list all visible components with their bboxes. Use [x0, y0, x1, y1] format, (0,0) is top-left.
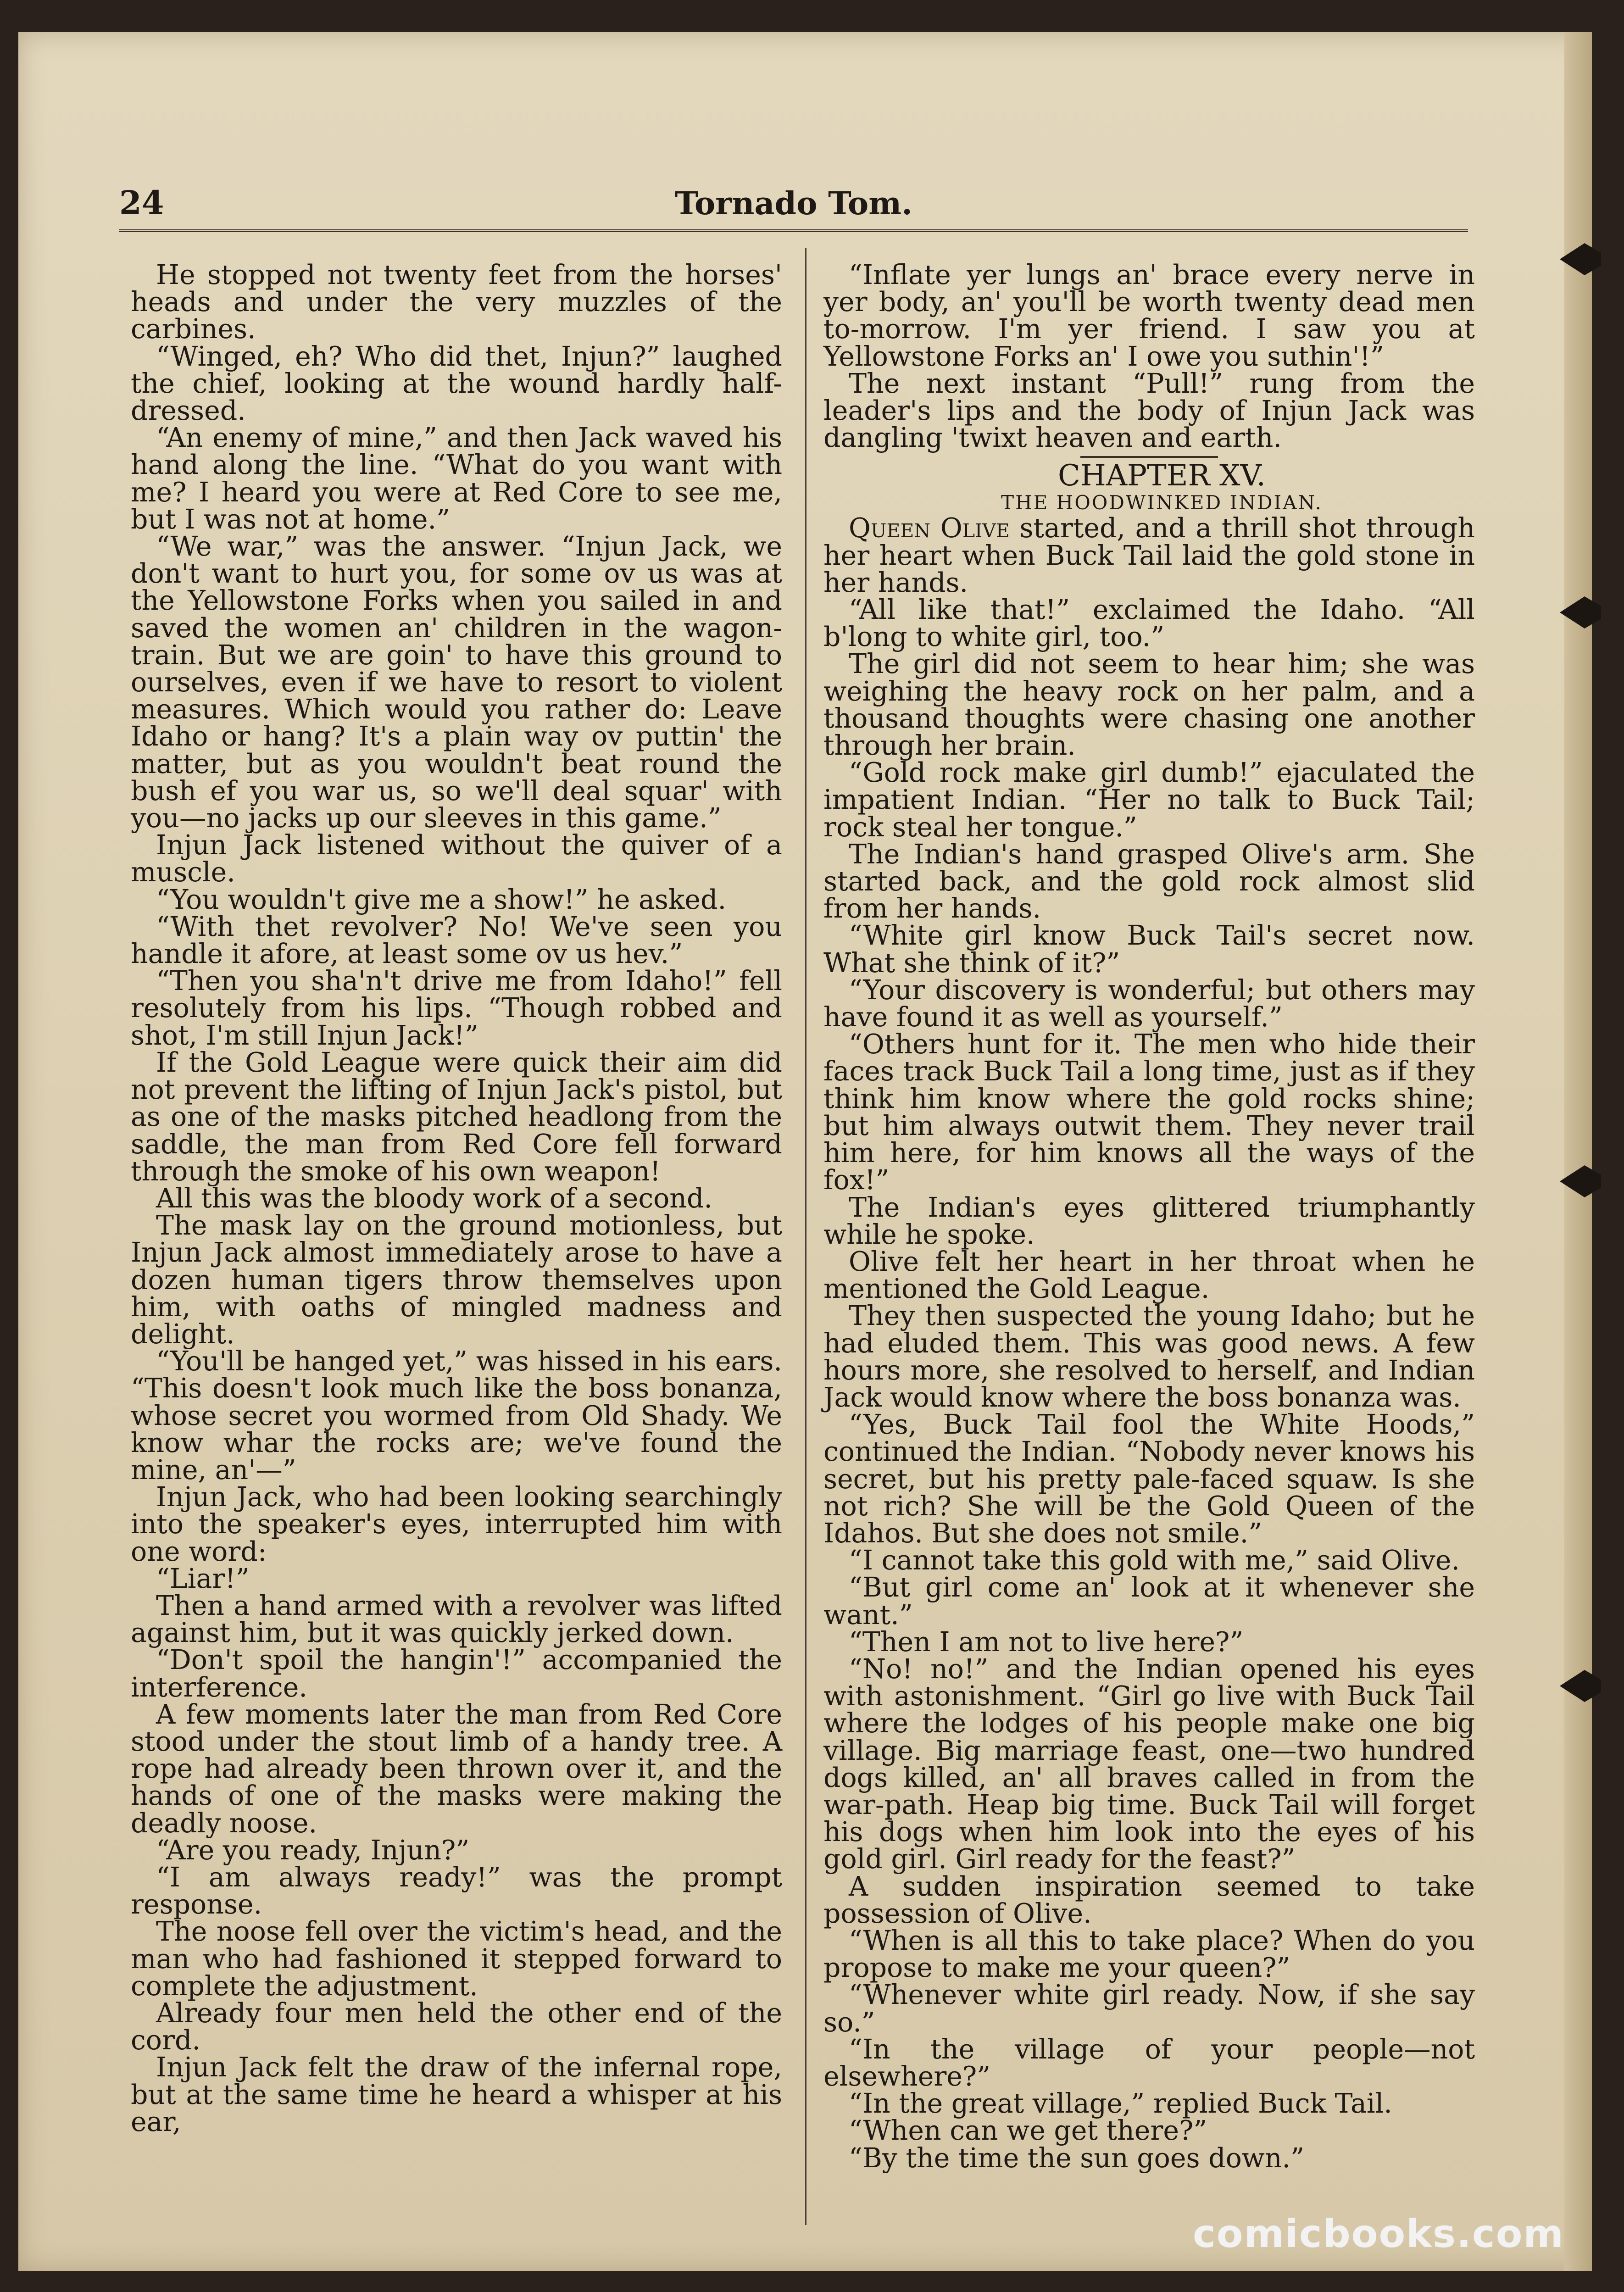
- paragraph: He stopped not twenty feet from the horses' heads and under the very muzzles of the carbines.: [131, 259, 782, 345]
- paragraph: “When can we get there?”: [849, 2115, 1207, 2147]
- chapter-title: CHAPTER XV.: [1058, 459, 1266, 493]
- paragraph: “You'll be hanged yet,” was hissed in his ears. “This doesn't look much like the boss bonanza, whose secret you wormed from Old Shady. We know whar the rocks are; we've found the mine, an'—”: [131, 1346, 782, 1485]
- paragraph: Then a hand armed with a revolver was lifted against him, but it was quickly jerked down.: [131, 1590, 782, 1649]
- paragraph: “Liar!”: [156, 1563, 250, 1594]
- page-header: [119, 165, 1468, 232]
- paragraph: “I am always ready!” was the prompt response.: [131, 1861, 782, 1920]
- paragraph: “Others hunt for it. The men who hide their faces track Buck Tail a long time, just as if they think him know where the gold rocks shine; but him always outwit them. They never trail him here, for him knows all the ways of the fox!”: [823, 1029, 1475, 1196]
- paragraph: Injun Jack felt the draw of the infernal rope, but at the same time he heard a whisper at his ear,: [131, 2052, 782, 2137]
- paragraph: “Gold rock make girl dumb!” ejaculated the impatient Indian. “Her no talk to Buck Tail; rock steal her tongue.”: [823, 757, 1475, 843]
- paragraph: If the Gold League were quick their aim did not prevent the lifting of Injun Jack's pistol, but as one of the masks pitched headlong from the saddle, the man from Red Core fell forward through the smoke of his own weapon!: [131, 1046, 782, 1187]
- paragraph: They then suspected the young Idaho; but he had eluded them. This was good news. A few hours more, she resolved to herself, and Indian Jack would know where the boss bonanza was.: [823, 1300, 1475, 1413]
- chapter-subtitle: THE HOODWINKED INDIAN.: [1001, 491, 1323, 514]
- paragraph: “Winged, eh? Who did thet, Injun?” laughed the chief, looking at the wound hardly half-dressed.: [131, 340, 782, 427]
- watermark: comicbooks.com: [1193, 2211, 1564, 2256]
- column-rule: [805, 248, 806, 2225]
- paragraph: Already four men held the other end of the cord.: [131, 1997, 782, 2056]
- paragraph: “I cannot take this gold with me,” said Olive.: [849, 1545, 1460, 1576]
- opening-words: Queen Olive: [849, 512, 1010, 544]
- paragraph: “Are you ready, Injun?”: [156, 1834, 470, 1866]
- paragraph: “Then you sha'n't drive me from Idaho!” fell resolutely from his lips. “Though robbed and shot, I'm still Injun Jack!”: [131, 965, 782, 1051]
- paragraph: A few moments later the man from Red Core stood under the stout limb of a handy tree. A rope had already been thrown over it, and the hands of one of the masks were making the deadly noose.: [131, 1698, 782, 1839]
- paragraph: The next instant “Pull!” rung from the leader's lips and the body of Injun Jack was dangling 'twixt heaven and earth.: [823, 367, 1475, 454]
- paragraph: The Indian's hand grasped Olive's arm. She started back, and the gold rock almost slid from her hands.: [823, 838, 1475, 924]
- paragraph: “Then I am not to live here?”: [849, 1626, 1244, 1658]
- paragraph: “Whenever white girl ready. Now, if she say so.”: [823, 1979, 1475, 2038]
- paragraph: “When is all this to take place? When do you propose to make me your queen?”: [823, 1925, 1475, 1984]
- paragraph: “All like that!” exclaimed the Idaho. “All b'long to white girl, too.”: [823, 594, 1475, 653]
- paragraph: “But girl come an' look at it whenever she want.”: [823, 1572, 1475, 1630]
- page-edge: [1564, 32, 1592, 2271]
- chapter-opening-paragraph: [823, 512, 1475, 598]
- paragraph: “By the time the sun goes down.”: [849, 2142, 1305, 2174]
- paragraph: “Don't spoil the hangin'!” accompanied the interference.: [131, 1644, 782, 1703]
- paragraph: The Indian's eyes glittered triumphantly while he spoke.: [823, 1191, 1475, 1250]
- paragraph: Injun Jack listened without the quiver of a muscle.: [131, 829, 782, 888]
- book-page: [18, 32, 1592, 2271]
- paragraph: The girl did not seem to hear him; she was weighing the heavy rock on her palm, and a thousand thoughts were chasing one another through her brain.: [823, 648, 1475, 762]
- paragraph: The noose fell over the victim's head, and the man who had fashioned it stepped forward to complete the adjustment.: [131, 1916, 782, 2002]
- paragraph: “Inflate yer lungs an' brace every nerve in yer body, an' you'll be worth twenty dead men to-morrow. I'm yer friend. I saw you at Yellowstone Forks an' I owe you suthin'!”: [823, 259, 1475, 372]
- chapter-divider: [1080, 456, 1218, 458]
- paragraph: Injun Jack, who had been looking searchingly into the speaker's eyes, interrupted him with one word:: [131, 1481, 782, 1567]
- paragraph: “In the village of your people—not elsewhere?”: [823, 2033, 1475, 2092]
- paragraph: “White girl know Buck Tail's secret now. What she think of it?”: [823, 920, 1475, 979]
- paragraph: “No! no!” and the Indian opened his eyes with astonishment. “Girl go live with Buck Tail where the lodges of his people make one big village. Big marriage feast, one—two hundred dogs killed, an' all braves called in from the war-path. Heap big time. Buck Tail will forget his dogs when him look into the eyes of his gold girl. Girl ready for the feast?”: [823, 1653, 1475, 1875]
- paragraph: Olive felt her heart in her throat when he mentioned the Gold League.: [823, 1246, 1475, 1305]
- paragraph: A sudden inspiration seemed to take possession of Olive.: [823, 1870, 1475, 1929]
- paragraph: “An enemy of mine,” and then Jack waved his hand along the line. “What do you want with me? I heard you were at Red Core to see me, but I was not at home.”: [131, 422, 782, 535]
- right-column: [823, 261, 1475, 2172]
- opening-text: started, and a thrill shot through her heart when Buck Tail laid the gold stone in her hands.: [823, 512, 1475, 598]
- paragraph: “Yes, Buck Tail fool the White Hoods,” continued the Indian. “Nobody never knows his secret, but his pretty pale-faced squaw. Is she not rich? She will be the Gold Queen of the Idahos. But she does not smile.”: [823, 1409, 1475, 1549]
- left-column: [131, 261, 782, 2136]
- paragraph: “With thet revolver? No! We've seen you handle it afore, at least some ov us hev.”: [131, 911, 782, 970]
- page-number: 24: [119, 184, 164, 222]
- running-title: Tornado Tom.: [675, 185, 912, 222]
- paragraph: “You wouldn't give me a show!” he asked.: [156, 884, 727, 915]
- paragraph: All this was the bloody work of a second.: [156, 1182, 713, 1214]
- paragraph: “Your discovery is wonderful; but others may have found it as well as yourself.”: [823, 974, 1475, 1033]
- paragraph: “We war,” was the answer. “Injun Jack, we don't want to hurt you, for some ov us was at the Yellowstone Forks when you sailed in and saved the women an' children in the wagon-train. But we are goin' to have this ground to ourselves, even if we have to resort to violent measures. Which would you rather do: Leave Idaho or hang? It's a plain way ov puttin' the matter, but as you wouldn't beat round the bush ef you war us, so we'll deal squar' with you—no jacks up our sleeves in this game.”: [131, 531, 782, 834]
- paragraph: “In the great village,” replied Buck Tail.: [849, 2088, 1392, 2120]
- paragraph: The mask lay on the ground motionless, but Injun Jack almost immediately arose to have a dozen human tigers throw themselves upon him, with oaths of mingled madness and delight.: [131, 1210, 782, 1350]
